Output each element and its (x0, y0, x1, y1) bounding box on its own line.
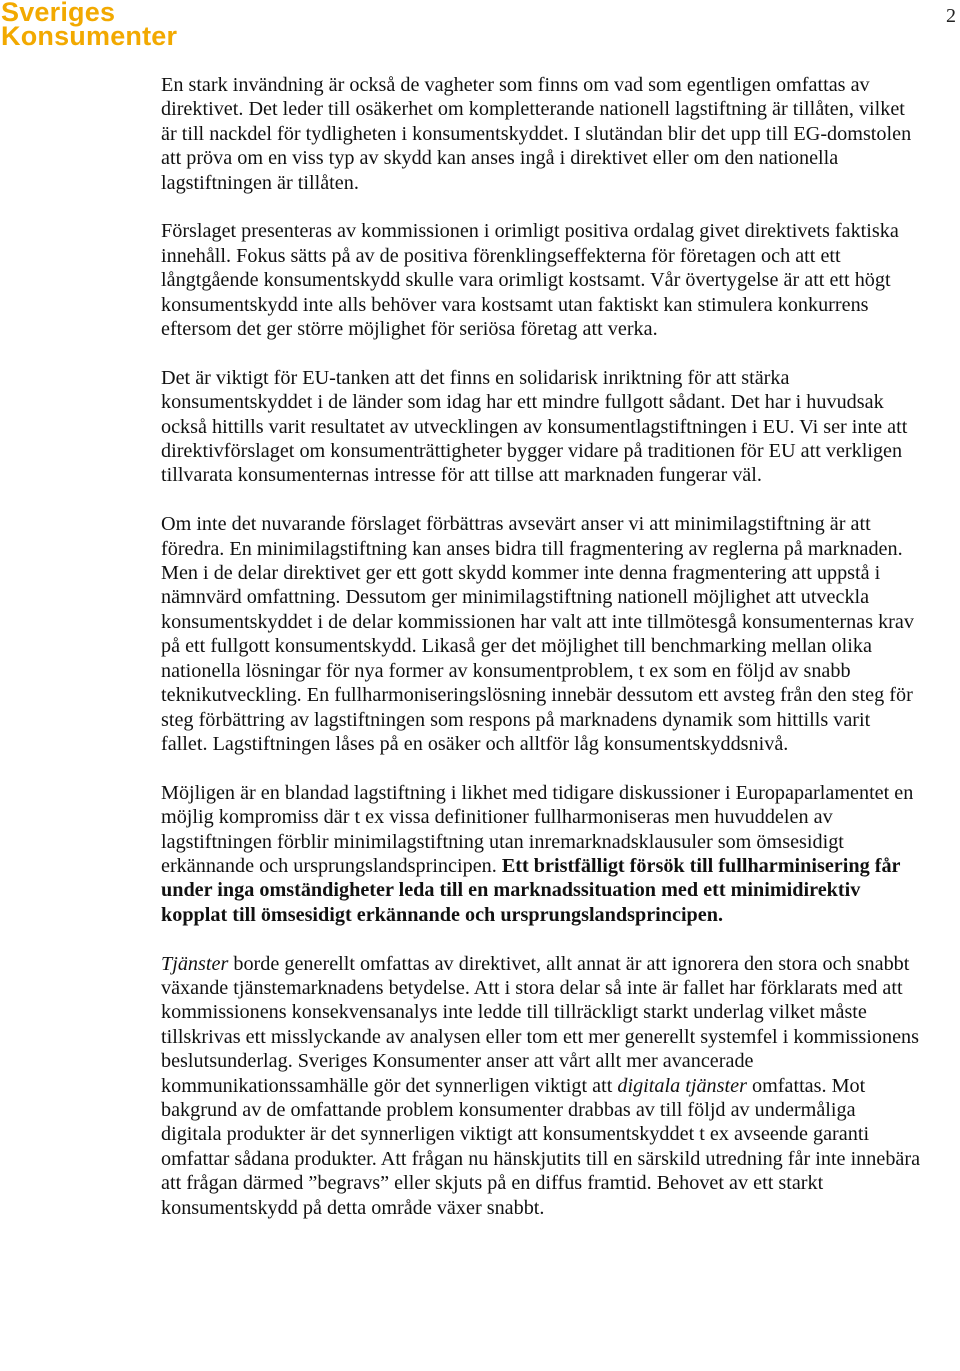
paragraph-6-text-b: omfattas. Mot bakgrund av de omfattande problem konsumenter drabbas av till följd av undermåliga digitala produkter är det synnerligen viktigt att konsumentskyddet t ex avseende garanti omfattar sådana produkter. Att frågan nu hänskjutits till en särskild utredning får inte innebära att frågan därmed ”begravs” eller skjuts på en diffus framtid. Behovet av ett starkt konsumentskydd på detta område växer snabbt. (161, 1074, 921, 1219)
paragraph-5-bold-conclusion: Ett bristfälligt försök till fullharminisering får under inga omständigheter leda till en marknadssituation med ett minimidirektiv kopplat till ömsesidigt erkännande och ursprungslandsprincipen. (161, 854, 901, 926)
sveriges-konsumenter-logo (1, 0, 178, 51)
paragraph-5 (161, 781, 921, 927)
paragraph-1: En stark invändning är också de vagheter som finns om vad som egentligen omfattas av direktivet. Det leder till osäkerhet om kompletterande nationell lagstiftning är tillåten, vilket är till nackdel för tydligheten i konsumentskyddet. I slutändan blir det upp till EG-domstolen att pröva om en viss typ av skydd kan anses ingå i direktivet eller om den nationella lagstiftningen är tillåten. (161, 74, 912, 194)
page-number: 2 (946, 5, 956, 27)
paragraph-6-text-a: borde generellt omfattas av direktivet, allt annat är att ignorera den stora och snabbt växande tjänstemarknadens betydelse. Att i stora delar så inte är fallet har förklarats med att kommissionens konsekvensanalys inte ledde till tillräckligt starkt underlag vilket måste tillskrivas ett misslyckande av analysen eller tom ett mer generellt systemfel i kommissionens beslutsunderlag. Sveriges Konsumenter anser att vårt allt mer avancerade kommunikationssamhälle gör det synnerligen viktigt att (161, 952, 919, 1097)
logo-line-2: Konsumenter (1, 21, 178, 51)
paragraph-6 (161, 952, 921, 1220)
paragraph-4: Om inte det nuvarande förslaget förbättras avsevärt anser vi att minimilagstiftning är att föredra. En minimilagstiftning kan anses bidra till fragmentering av reglerna på marknaden. Men i de delar direktivet ger ett gott skydd kommer inte denna fragmentering att uppstå i nämnvärd omfattning. Dessutom ger minimilagstiftning nationell möjlighet att utveckla konsumentskyddet i de delar kommissionen har valt att inte tillmötesgå konsumenternas krav på ett fullgott konsumentskydd. Likaså ger det möjlighet till benchmarking mellan olika nationella lösningar för nya former av konsumentproblem, t ex som en följd av snabb teknikutveckling. En fullharmoniseringslösning innebär dessutom ett avsteg från den steg för steg förbättring av lagstiftningen som respons på marknadens dynamik som hittills varit fallet. Lagstiftningen låses på en osäker och alltför låg konsumentskyddsnivå. (161, 513, 914, 755)
paragraph-3: Det är viktigt för EU-tanken att det finns en solidarisk inriktning för att stärka konsumentskyddet i de länder som idag har ett mindre fullgott sådant. Det har i huvudsak också hittills varit resultatet av utvecklingen av konsumentlagstiftningen i EU. Vi ser inte att direktivförslaget om konsumenträttigheter bygger vidare på traditionen för EU att verkligen tillvarata konsumenternas intresse för att tillse att marknaden fungerar väl. (161, 366, 908, 487)
document-body (161, 73, 921, 1220)
paragraph-6-italic-mid: digitala tjänster (617, 1074, 747, 1097)
paragraph-6-italic-lead: Tjänster (161, 952, 229, 975)
paragraph-5-text: Möjligen är en blandad lagstiftning i likhet med tidigare diskussioner i Europaparlamentet en möjlig kompromiss där t ex vissa definitioner fullharmoniseras men huvuddelen av lagstiftningen förblir minimilagstiftning utan inremarknadsklausuler som ömsesidigt erkännande och ursprungslandsprincipen. (161, 781, 914, 877)
paragraph-2: Förslaget presenteras av kommissionen i orimligt positiva ordalag givet direktivets faktiska innehåll. Fokus sätts på av de positiva förenklingseffekterna för företagen och att ett långtgående konsumentskydd skulle vara orimligt kostsamt. Vår övertygelse är att ett högt konsumentskydd inte alls behöver vara kostsamt utan faktiskt kan stimulera konkurrens eftersom det ger större möjlighet för seriösa företag att verka. (161, 220, 899, 341)
logo-line-1: Sveriges (1, 0, 116, 27)
